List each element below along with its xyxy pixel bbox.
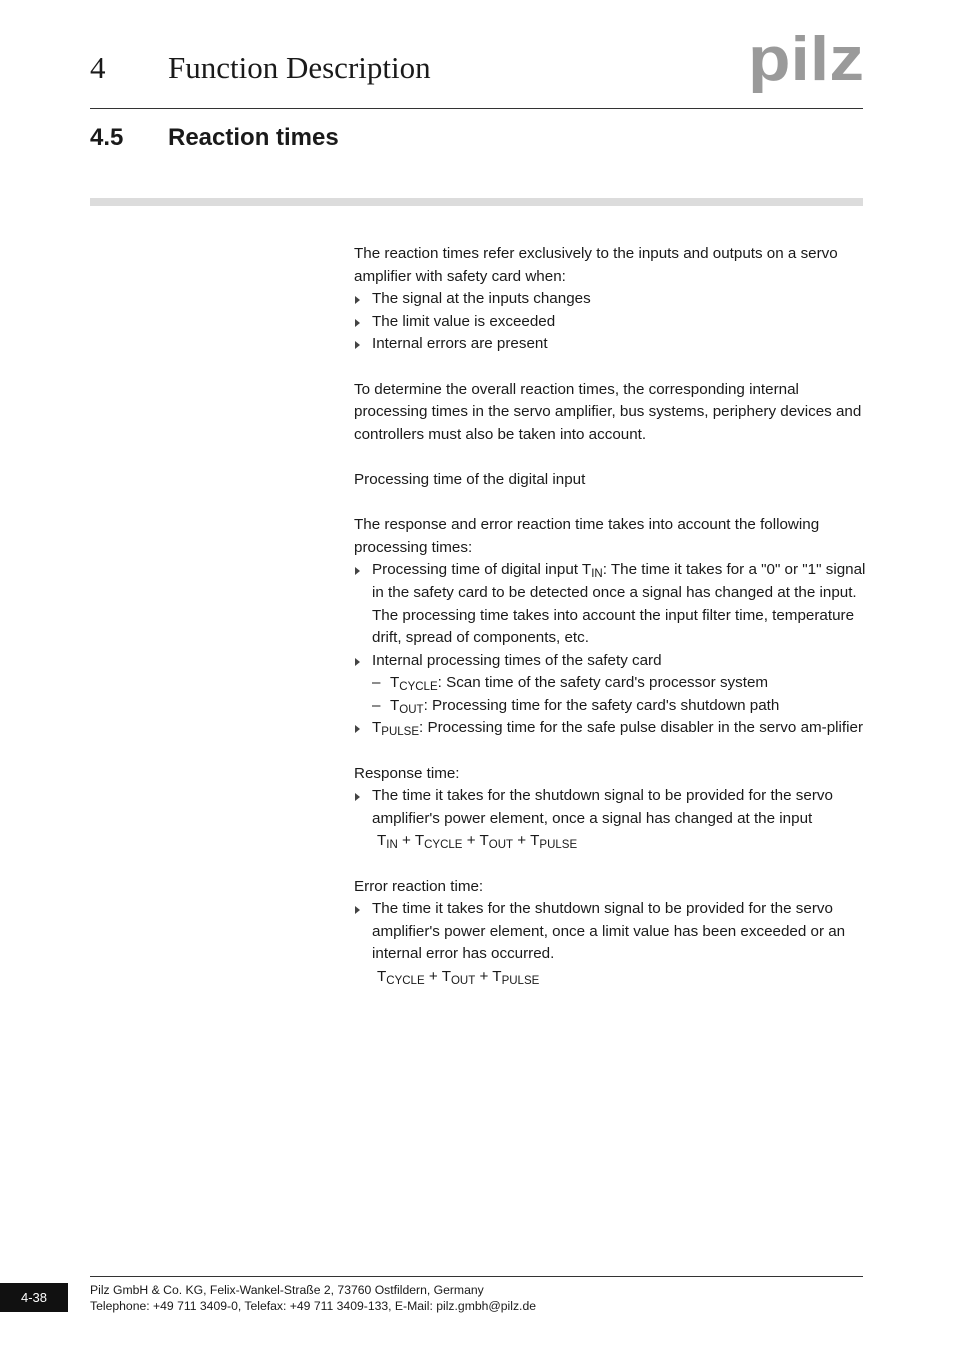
sublist-item: – $T_{CYCLE}$: Scan time of the safety card's processor system <box>372 674 769 694</box>
processing-list <box>354 559 866 740</box>
intro-text: The reaction times refer exclusively to the inputs and outputs on a servo amplifier with safety card when: <box>354 245 838 285</box>
list-item: The limit value is exceeded <box>354 311 866 334</box>
pilz-logo <box>748 28 866 96</box>
arrow-bullet-icon <box>355 296 360 304</box>
response-heading: Response time: <box>354 764 460 782</box>
error-heading: Error reaction time: <box>354 877 484 895</box>
list-item: Internal errors are present <box>354 333 866 356</box>
pilz-logo-text: pilz <box>748 28 864 94</box>
section-bar <box>90 198 863 206</box>
sublist <box>372 672 866 717</box>
list-item: The time it takes for the shutdown signal to be provided for the servo amplifier's power element, once a signal has changed at the input $T_{IN} + T_{CYCLE} + T_{OUT} + T_{PULSE}$ <box>354 785 866 853</box>
header-divider <box>90 108 863 109</box>
error-list <box>354 898 866 988</box>
sublist-item: – $T_{OUT}$: Processing time for the safety card's shutdown path <box>372 696 780 716</box>
response-formula: $T_{IN} + T_{CYCLE} + T_{OUT} + T_{PULSE}$ <box>377 832 578 852</box>
arrow-bullet-icon <box>355 341 360 349</box>
page-number: 4-38 <box>0 1283 68 1312</box>
footer-address: Pilz GmbH & Co. KG, Felix-Wankel-Straße 2, 73760 Ostfildern, Germany <box>90 1283 484 1297</box>
arrow-bullet-icon <box>355 658 360 666</box>
arrow-bullet-icon <box>355 725 360 733</box>
processing-intro: The response and error reaction time takes into account the following processing times: <box>354 516 820 556</box>
error-formula: $T_{CYCLE} + T_{OUT} + T_{PULSE}$ <box>377 968 540 987</box>
list-item: The time it takes for the shutdown signal to be provided for the servo amplifier's power element, once a limit value has been exceeded or an internal error has occurred. $T_{CYCLE} + T_{OUT} + T_{PULSE}$ <box>354 898 866 988</box>
digital-input-heading: Processing time of the digital input <box>354 470 586 488</box>
chapter-number: 4 <box>90 50 106 85</box>
section-title: Reaction times <box>168 124 339 151</box>
arrow-bullet-icon <box>355 319 360 327</box>
intro-list <box>354 288 866 356</box>
chapter-title: Function Description <box>168 50 431 85</box>
section-number: 4.5 <box>90 124 124 151</box>
footer-contact: Telephone: +49 711 3409-0, Telefax: +49 711 3409-133, E-Mail: pilz.gmbh@pilz.de <box>90 1299 536 1313</box>
list-item: The signal at the inputs changes <box>354 288 866 311</box>
response-list <box>354 785 866 853</box>
footer-divider <box>90 1276 863 1277</box>
arrow-bullet-icon <box>355 567 360 575</box>
main-content <box>354 243 866 989</box>
list-item: $T_{PULSE}$: Processing time for the safe pulse disabler in the servo am-plifier <box>354 717 866 740</box>
overall-text: To determine the overall reaction times, the corresponding internal processing times in the servo amplifier, bus systems, periphery devices and controllers must also be taken into account. <box>354 380 862 443</box>
arrow-bullet-icon <box>355 793 360 801</box>
arrow-bullet-icon <box>355 906 360 914</box>
list-item: Internal processing times of the safety card – $T_{CYCLE}$: Scan time of the safety card's processor system – $T_{OUT}$: Processing time for the safety card's shutdown path <box>354 650 866 718</box>
list-item: Processing time of digital input $T_{IN}$: The time it takes for a "0" or "1" signal in the safety card to be detected once a signal has changed at the input. The processing time takes into account the input filter time, temperature drift, spread of components, etc. <box>354 559 866 649</box>
